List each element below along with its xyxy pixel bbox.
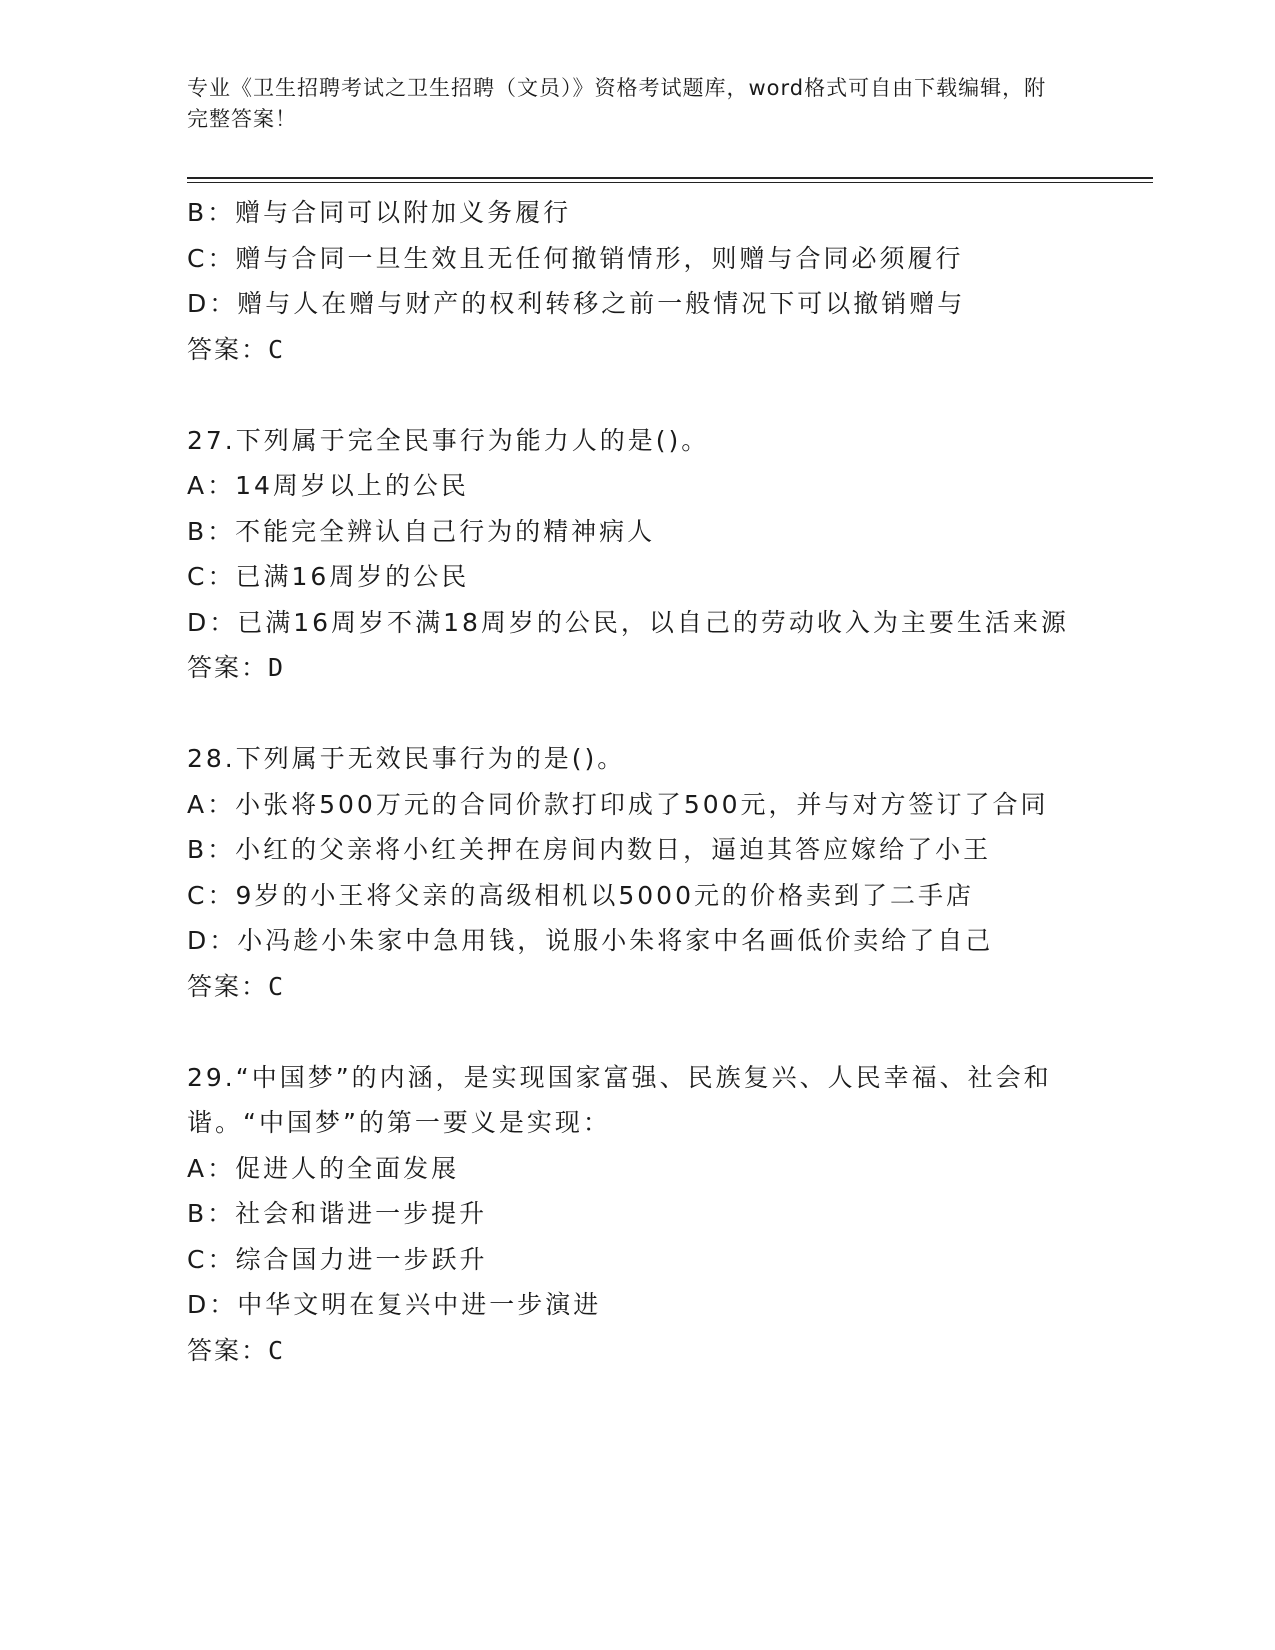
spacer <box>187 1009 1087 1055</box>
option-a: A：14周岁以上的公民 <box>187 471 469 500</box>
header-divider-thick <box>187 177 1153 179</box>
answer-value: C <box>268 334 285 364</box>
answer-label: 答案： <box>187 334 269 364</box>
question-text: 29.“中国梦”的内涵，是实现国家富强、民族复兴、人民幸福、社会和谐。“中国梦”的第一要义是实现： <box>187 1062 1052 1137</box>
option-a: A：促进人的全面发展 <box>187 1153 460 1183</box>
answer-value: D <box>268 653 285 682</box>
answer-label: 答案： <box>187 1335 269 1365</box>
header-divider-thin <box>187 182 1153 183</box>
option-b: B：不能完全辨认自己行为的精神病人 <box>187 516 656 546</box>
option-c: C：已满16周岁的公民 <box>187 562 470 591</box>
option-d: D：已满16周岁不满18周岁的公民，以自己的劳动收入为主要生活来源 <box>187 607 1069 637</box>
option-d: D：小冯趁小朱家中急用钱，说服小朱将家中名画低价卖给了自己 <box>187 926 994 955</box>
answer-line <box>187 964 1087 1010</box>
answer-value: C <box>268 1335 285 1365</box>
answer-line <box>187 645 1087 691</box>
question-27 <box>187 418 1087 691</box>
question-29 <box>187 1055 1087 1374</box>
option-b: B：社会和谐进一步提升 <box>187 1199 488 1228</box>
answer-label: 答案： <box>187 653 269 682</box>
answer-value: C <box>268 971 285 1001</box>
answer-label: 答案： <box>187 971 269 1001</box>
spacer <box>187 372 1087 418</box>
option-a: A：小张将500万元的合同价款打印成了500元，并与对方签订了合同 <box>187 789 1049 819</box>
question-26-tail <box>187 190 1087 372</box>
question-28 <box>187 736 1087 1009</box>
question-content <box>187 190 1087 1373</box>
spacer <box>187 691 1087 737</box>
option-b: B：赠与合同可以附加义务履行 <box>187 198 572 227</box>
answer-line <box>187 1328 1087 1374</box>
option-d: D：赠与人在赠与财产的权利转移之前一般情况下可以撤销赠与 <box>187 289 966 318</box>
option-b: B：小红的父亲将小红关押在房间内数日，逼迫其答应嫁给了小王 <box>187 835 992 864</box>
option-c: C：9岁的小王将父亲的高级相机以5000元的价格卖到了二手店 <box>187 880 974 910</box>
answer-line <box>187 327 1087 373</box>
document-header: 专业《卫生招聘考试之卫生招聘（文员）》资格考试题库，word格式可自由下载编辑，附完整答案！ <box>187 76 1047 131</box>
question-text: 27.下列属于完全民事行为能力人的是()。 <box>187 425 710 455</box>
option-c: C：赠与合同一旦生效且无任何撤销情形，则赠与合同必须履行 <box>187 243 964 273</box>
option-d: D：中华文明在复兴中进一步演进 <box>187 1290 602 1319</box>
question-text: 28.下列属于无效民事行为的是()。 <box>187 744 626 773</box>
option-c: C：综合国力进一步跃升 <box>187 1244 488 1274</box>
